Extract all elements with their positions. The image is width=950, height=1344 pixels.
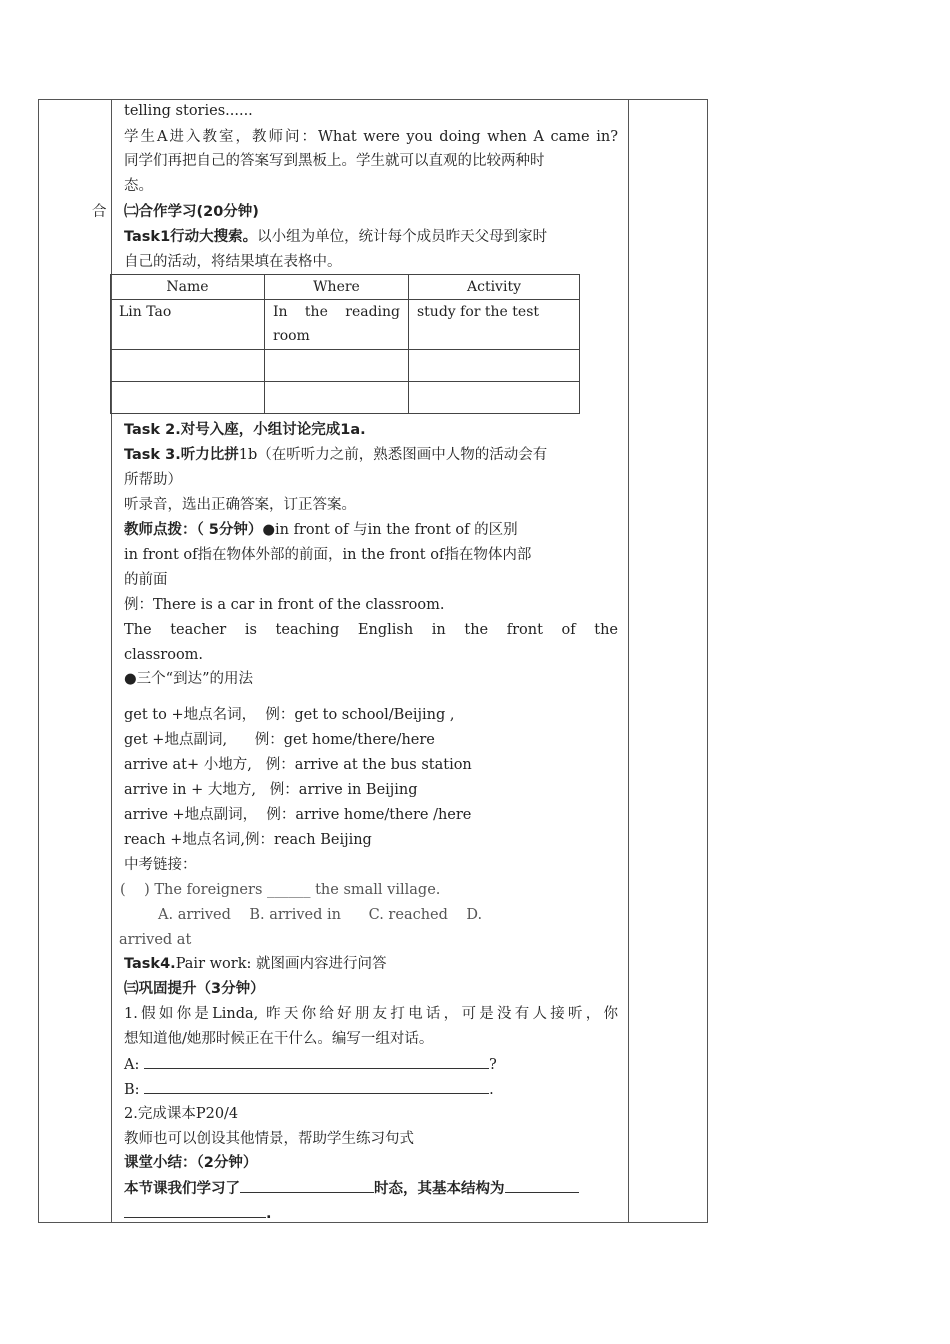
table-cell: study for the test: [409, 300, 580, 350]
section-heading: ㈢巩固提升（3分钟）: [124, 981, 265, 997]
text-line: telling stories......: [124, 103, 253, 119]
text-line: 听录音，选出正确答案，订正答案。: [124, 497, 356, 513]
answer-blank[interactable]: [240, 1178, 374, 1193]
answer-blank[interactable]: [505, 1178, 579, 1193]
dialogue-b: [124, 1079, 494, 1100]
speaker-label: A:: [124, 1057, 140, 1073]
speaker-label: B:: [124, 1082, 140, 1098]
text-line: 学生A进入教室，教师问：What were you doing when A came in?: [124, 129, 618, 145]
usage-line: get +地点副词, 例：get home/there/here: [124, 732, 435, 748]
table-cell: [409, 382, 580, 414]
text-line: 教师也可以创设其他情景，帮助学生练习句式: [124, 1131, 414, 1147]
text-line: in front of指在物体外部的前面，in the front of指在物体内部: [124, 547, 532, 563]
column-divider-right: [628, 100, 629, 1222]
tip-text: ●in front of 与in the front of 的区别: [262, 522, 518, 538]
usage-line: arrive +地点副词， 例：arrive home/there /here: [124, 807, 472, 823]
teacher-tip-line: [124, 520, 518, 540]
table-cell: [111, 350, 265, 382]
table-cell: [111, 382, 265, 414]
usage-line: arrive at+ 小地方, 例：arrive at the bus station: [124, 757, 472, 773]
task-label: Task4.: [124, 956, 176, 972]
section-heading: 课堂小结：（2分钟）: [124, 1155, 258, 1171]
usage-line: reach +地点名词,例：reach Beijing: [124, 832, 372, 848]
text-line: 例：There is a car in front of the classroom.: [124, 597, 445, 613]
punctuation: .: [266, 1206, 272, 1222]
table-cell: Lin Tao: [111, 300, 265, 350]
text-line: ●三个“到达”的用法: [124, 671, 253, 687]
text-line: 2.完成课本P20/4: [124, 1106, 239, 1122]
text-line: 同学们再把自己的答案写到黑板上。学生就可以直观的比较两种时: [124, 153, 545, 169]
usage-line: arrive in + 大地方, 例：arrive in Beijing: [124, 782, 418, 798]
exam-options: arrived at: [119, 932, 192, 948]
task2-line: Task 2.对号入座，小组讨论完成1a.: [124, 422, 366, 438]
answer-blank[interactable]: [124, 1203, 266, 1218]
task-label: Task 3.听力比拼: [124, 447, 239, 463]
text-line: 1.假如你是Linda, 昨天你给好朋友打电话，可是没有人接听，你: [124, 1006, 618, 1022]
summary-line: [124, 1203, 272, 1224]
activity-table: [110, 274, 580, 414]
summary-line: [124, 1178, 579, 1199]
section-prefix: 合: [92, 204, 107, 220]
table-cell: [409, 350, 580, 382]
table-cell: [265, 382, 409, 414]
table-cell: [265, 350, 409, 382]
task-text: 1b（在听听力之前，熟悉图画中人物的活动会有: [238, 447, 548, 463]
task-text: Pair work: 就图画内容进行问答: [175, 956, 387, 972]
text-line: 所帮助）: [124, 472, 182, 488]
task1-line: [124, 227, 547, 247]
task4-line: [124, 954, 386, 974]
column-divider-left: [111, 100, 112, 1222]
table-header-row: [111, 275, 580, 300]
exam-question: ( ) The foreigners ______ the small village.: [120, 882, 441, 898]
summary-text: 本节课我们学习了: [124, 1181, 240, 1197]
text-line: classroom.: [124, 647, 204, 663]
summary-text: 时态，其基本结构为: [374, 1181, 505, 1197]
punctuation: .: [489, 1082, 494, 1098]
usage-line: get to +地点名词， 例：get to school/Beijing ,: [124, 707, 455, 723]
column-header: Name: [111, 275, 265, 300]
text-line: 态。: [124, 178, 153, 194]
section-heading: ㈡合作学习(20分钟): [124, 204, 259, 220]
dialogue-a: [124, 1054, 497, 1075]
punctuation: ?: [488, 1057, 497, 1073]
answer-blank[interactable]: [144, 1079, 489, 1094]
column-header: Where: [265, 275, 409, 300]
text-line: 的前面: [124, 572, 168, 588]
task3-line: [124, 445, 547, 465]
exam-options: A. arrived B. arrived in C. reached D.: [158, 907, 483, 923]
text-line: 自己的活动，将结果填在表格中。: [124, 254, 342, 270]
text-line: 中考链接：: [124, 857, 197, 873]
task-text: 以小组为单位，统计每个成员昨天父母到家时: [257, 229, 548, 245]
table-row: [111, 350, 580, 382]
text-line: 想知道他/她那时候正在干什么。编写一组对话。: [124, 1031, 434, 1047]
table-cell: In the reading room: [265, 300, 409, 350]
answer-blank[interactable]: [144, 1054, 489, 1069]
table-row: [111, 300, 580, 350]
task-label: Task1行动大搜索。: [124, 229, 258, 245]
tip-label: 教师点拨：（ 5分钟）: [124, 522, 263, 538]
text-line: The teacher is teaching English in the front of the: [124, 622, 618, 638]
column-header: Activity: [409, 275, 580, 300]
table-row: [111, 382, 580, 414]
